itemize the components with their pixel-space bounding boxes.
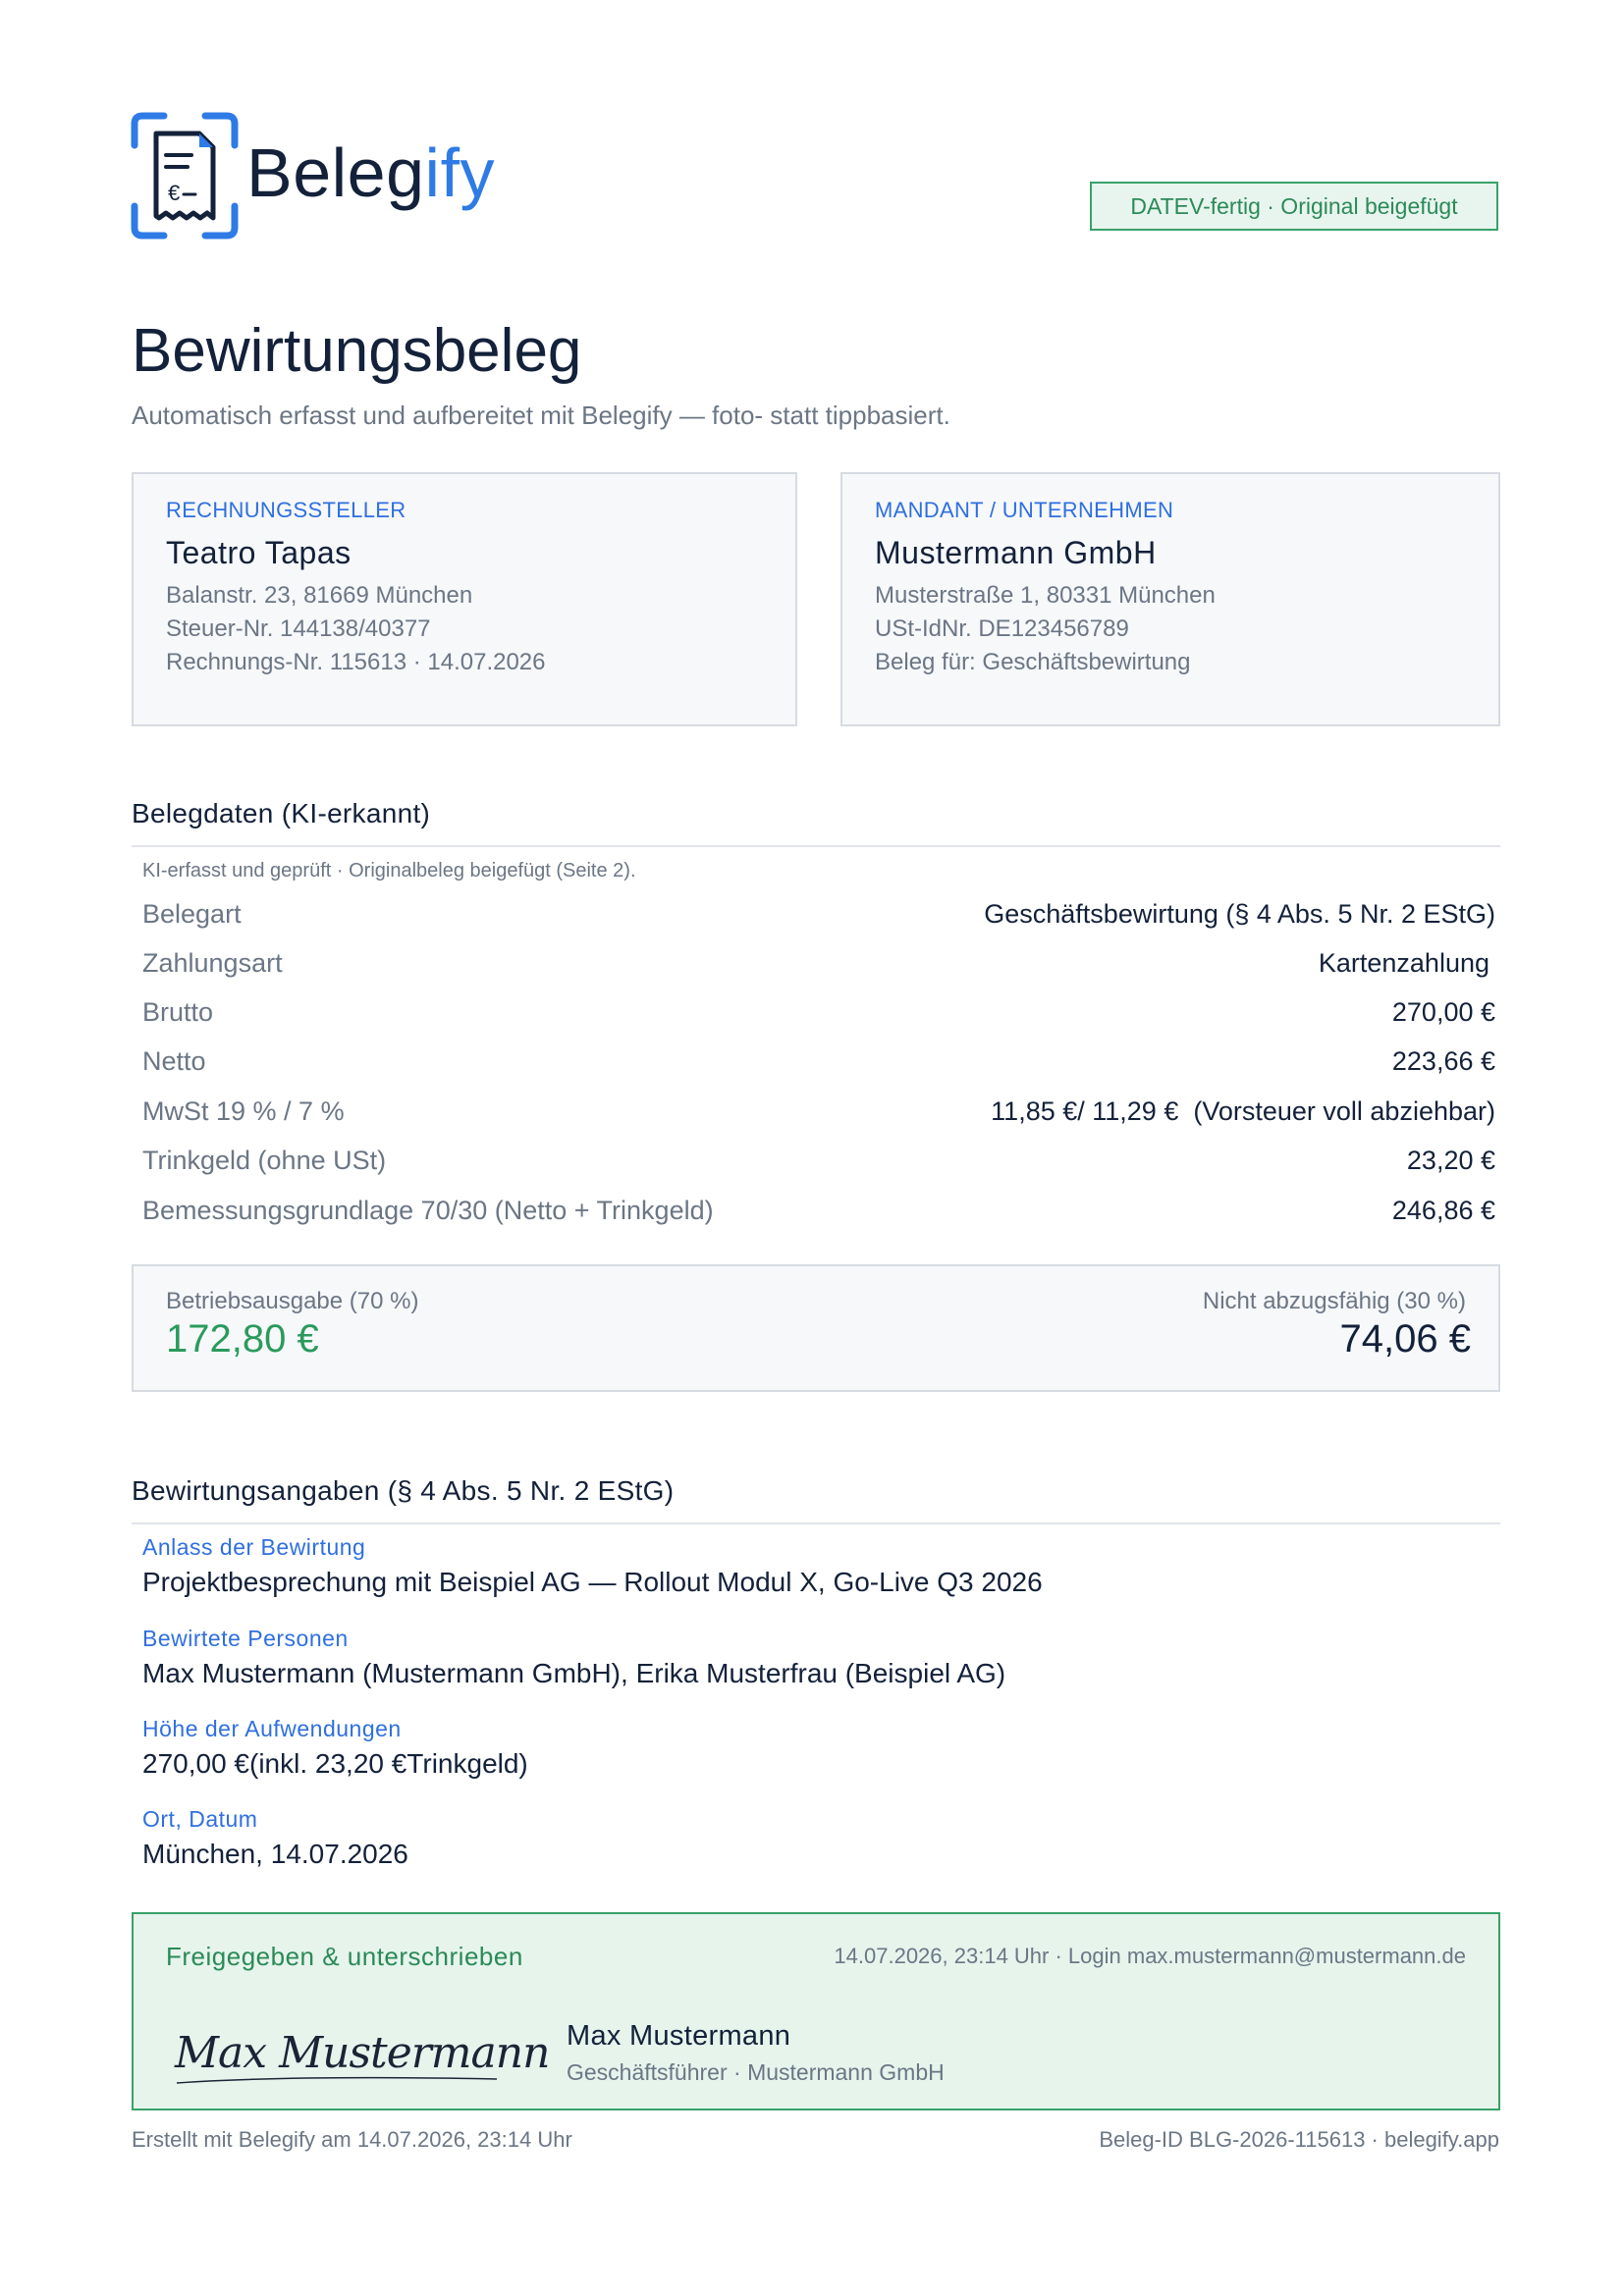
signature-underline [173,2071,507,2091]
data-row-mwst [142,1096,1495,1136]
handwritten-signature: Max Mustermann [175,2028,550,2078]
approval-status: Freigegeben & unterschrieben [166,1942,523,1971]
data-row-value: Kartenzahlung [1318,948,1489,978]
data-row-value: 11,85 €/ 11,29 € (Vorsteuer voll abziehbar) [991,1096,1495,1126]
data-row-value: 246,86 € [1391,1196,1495,1225]
issuer-name: Teatro Tapas [166,535,352,570]
data-row-key: MwSt 19 % / 7 % [142,1096,345,1126]
belegdaten-heading: Belegdaten (KI-erkannt) [132,798,431,828]
issuer-invoice-number: Rechnungs-Nr. 115613 · 14.07.2026 [166,649,546,675]
approval-timestamp: 14.07.2026, 23:14 Uhr · Login max.mustermann@mustermann.de [834,1944,1466,1968]
client-label: MANDANT / UNTERNEHMEN [875,498,1174,522]
field-value-personen: Max Mustermann (Mustermann GmbH), Erika Musterfrau (Beispiel AG) [142,1658,1006,1688]
data-row-trinkgeld [142,1146,1495,1185]
footer-created: Erstellt mit Belegify am 14.07.2026, 23:14 Uhr [132,2127,572,2152]
brand-logo [131,112,523,240]
data-row-key: Bemessungsgrundlage 70/30 (Netto + Trinkgeld) [142,1196,714,1225]
client-name: Mustermann GmbH [875,535,1157,570]
nondeductible-label: Nicht abzugsfähig (30 %) [1202,1288,1466,1314]
brand-name: Belegify [246,134,496,211]
belegdaten-divider [132,845,1500,847]
bewirtung-divider [132,1522,1500,1524]
field-value-anlass: Projektbesprechung mit Beispiel AG — Rollout Modul X, Go-Live Q3 2026 [142,1567,1043,1597]
belegdaten-note: KI-erfasst und geprüft · Originalbeleg beigefügt (Seite 2). [142,860,636,881]
issuer-card [132,472,797,726]
datev-badge: DATEV-fertig · Original beigefügt [1090,182,1498,231]
signature-box [132,1912,1500,2110]
field-label-personen: Bewirtete Personen [142,1626,349,1651]
client-vat-id: USt-IdNr. DE123456789 [875,615,1129,642]
signer-name: Max Mustermann [567,2020,791,2052]
deduction-summary [132,1264,1500,1392]
issuer-address: Balanstr. 23, 81669 München [166,582,473,609]
svg-text:€: € [168,181,181,205]
page-title: Bewirtungsbeleg [132,317,582,385]
issuer-label: RECHNUNGSSTELLER [166,498,406,522]
data-row-value: Geschäftsbewirtung (§ 4 Abs. 5 Nr. 2 EStG) [984,899,1495,929]
data-row-zahlungsart [142,948,1495,988]
field-value-ort-datum: München, 14.07.2026 [142,1839,408,1869]
footer-beleg-id: Beleg-ID BLG-2026-115613 · belegify.app [1099,2127,1499,2152]
data-row-key: Brutto [142,997,214,1027]
field-label-ort-datum: Ort, Datum [142,1806,258,1832]
data-row-key: Trinkgeld (ohne USt) [142,1146,387,1175]
data-row-value: 23,20 € [1406,1146,1495,1175]
client-card [840,472,1500,726]
data-row-value: 223,66 € [1391,1046,1495,1076]
field-value-hoehe: 270,00 €(inkl. 23,20 €Trinkgeld) [142,1748,528,1779]
signer-role: Geschäftsführer · Mustermann GmbH [567,2059,945,2085]
nondeductible-value: 74,06 € [1339,1317,1471,1361]
field-label-hoehe: Höhe der Aufwendungen [142,1716,402,1741]
data-row-key: Zahlungsart [142,948,283,978]
data-row-value: 270,00 € [1391,997,1495,1027]
data-row-bemessungsgrundlage [142,1196,1495,1235]
client-address: Musterstraße 1, 80331 München [875,582,1216,609]
data-row-key: Netto [142,1046,206,1076]
data-row-belegart [142,899,1495,938]
deductible-label: Betriebsausgabe (70 %) [166,1288,419,1314]
client-purpose: Beleg für: Geschäftsbewirtung [875,649,1191,675]
issuer-tax-number: Steuer-Nr. 144138/40377 [166,615,431,642]
bewirtung-heading: Bewirtungsangaben (§ 4 Abs. 5 Nr. 2 EStG) [132,1475,675,1506]
data-row-brutto [142,997,1495,1037]
page-subtitle: Automatisch erfasst und aufbereitet mit Belegify — foto- statt tippbasiert. [132,400,950,430]
receipt-scan-icon [131,112,239,240]
field-label-anlass: Anlass der Bewirtung [142,1534,366,1560]
data-row-netto [142,1046,1495,1086]
deductible-value: 172,80 € [166,1317,319,1361]
data-row-key: Belegart [142,899,242,929]
